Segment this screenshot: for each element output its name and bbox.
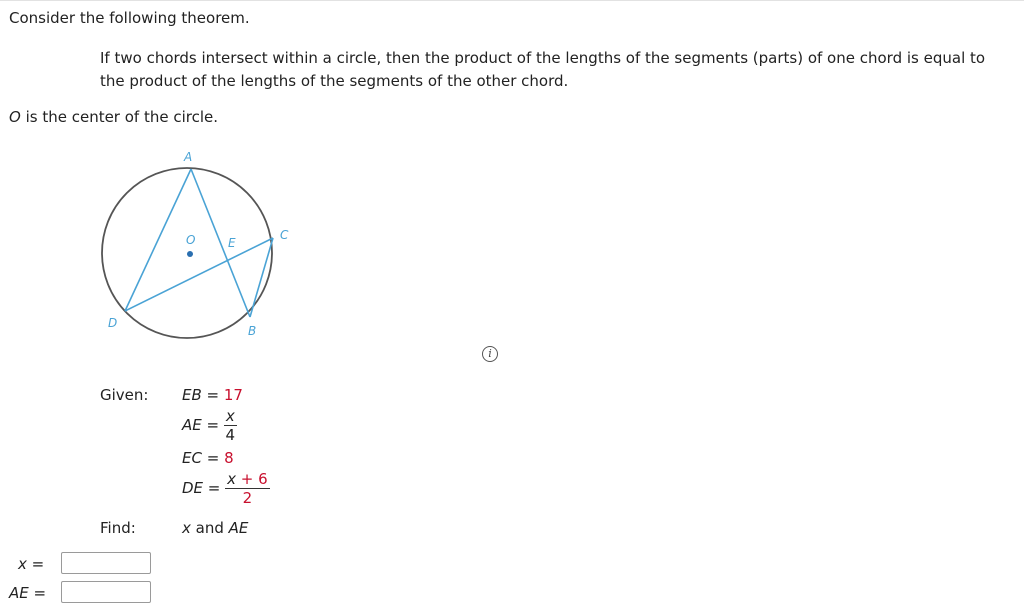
center-point	[187, 251, 193, 257]
chord-cb	[250, 238, 273, 317]
chord-dc	[125, 238, 273, 311]
label-e: E	[228, 236, 236, 250]
theorem-line-1: If two chords intersect within a circle, then the product of the lengths of the segments (parts) of one chord is equal to	[100, 49, 986, 67]
given-ec: EC = 8	[182, 449, 234, 467]
top-divider	[0, 0, 1024, 1]
ec-value: 8	[224, 449, 234, 467]
circle-diagram	[100, 145, 290, 345]
intro-text: Consider the following theorem.	[9, 9, 250, 27]
find-target: x and AE	[182, 519, 249, 537]
center-note	[9, 108, 218, 126]
center-note-text: is the center of the circle.	[20, 108, 219, 126]
eb-value: 17	[223, 386, 243, 404]
center-var: O	[9, 108, 21, 126]
ae-answer-input[interactable]	[61, 581, 151, 603]
de-fraction: $\frac{x + 6}{2}$	[227, 470, 268, 507]
x-answer-label: x =	[18, 555, 45, 573]
given-ae: AE = $\frac{x}{4}$	[182, 407, 236, 444]
label-c: C	[280, 228, 289, 242]
chord-ad	[125, 169, 191, 311]
circle	[102, 168, 272, 338]
theorem-statement	[100, 47, 985, 93]
label-o: O	[186, 233, 196, 247]
chord-ab	[191, 169, 250, 317]
x-answer-input[interactable]	[61, 552, 151, 574]
given-label: Given:	[100, 386, 149, 404]
given-eb: EB = 17	[182, 386, 243, 404]
info-icon[interactable]: i	[482, 346, 498, 362]
theorem-line-2: the product of the lengths of the segments of the other chord.	[100, 72, 569, 90]
ae-fraction: $\frac{x}{4}$	[225, 407, 236, 444]
ae-answer-label: AE =	[9, 584, 47, 602]
label-a: A	[184, 150, 193, 164]
find-label: Find:	[100, 519, 136, 537]
label-d: D	[108, 316, 118, 330]
given-de: DE = $\frac{x + 6}{2}$	[182, 470, 268, 507]
label-b: B	[248, 324, 257, 338]
